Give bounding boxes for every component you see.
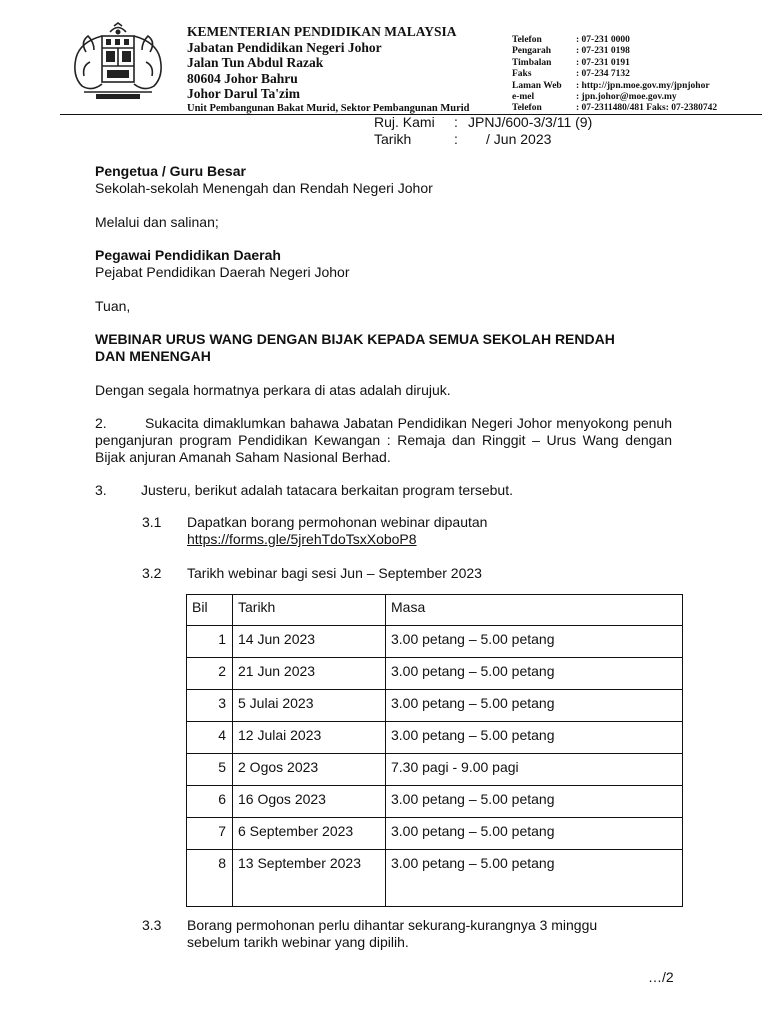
recipient-subtitle: Sekolah-sekolah Menengah dan Rendah Negeri Johor (95, 180, 433, 196)
table-row (187, 786, 683, 818)
item-3-3-number: 3.3 (142, 917, 162, 933)
cell-tarikh: 13 September 2023 (233, 850, 386, 907)
cell-masa: 3.00 petang – 5.00 petang (386, 818, 683, 850)
cell-masa: 3.00 petang – 5.00 petang (386, 690, 683, 722)
contact-value: : http://jpn.moe.gov.my/jpnjohor (576, 80, 710, 91)
webinar-schedule-table (186, 594, 683, 907)
paragraph-2-number: 2. (95, 415, 107, 431)
contact-value: : jpn.johor@moe.gov.my (576, 92, 677, 103)
table-row (187, 818, 683, 850)
paragraph-2-text: Sukacita dimaklumkan bahawa Jabatan Pendidikan Negeri Johor menyokong penuh penganjuran program Pendidikan Kewangan : Remaja dan Ringgit – Urus Wang dengan Bijak anjuran Amanah Saham Nasional Berhad. (95, 415, 672, 465)
copy-to-title: Pegawai Pendidikan Daerah (95, 247, 281, 263)
cell-tarikh: 5 Julai 2023 (233, 690, 386, 722)
date-value: / Jun 2023 (486, 131, 552, 147)
contact-label: Laman Web (512, 80, 562, 91)
cell-tarikh: 12 Julai 2023 (233, 722, 386, 754)
date-colon: : (454, 131, 458, 147)
date-label: Tarikh (374, 131, 412, 147)
cell-bil: 5 (187, 754, 233, 786)
item-3-3-line-1: Borang permohonan perlu dihantar sekurang-kurangnya 3 minggu (187, 917, 598, 933)
reference-block (374, 114, 592, 148)
contact-value: : 07-231 0191 (576, 57, 630, 68)
recipient-block (95, 163, 433, 197)
contact-label: Telefon (512, 35, 542, 45)
cell-bil: 7 (187, 818, 233, 850)
date-row (374, 131, 592, 148)
reference-number: JPNJ/600-3/3/11 (9) (468, 114, 593, 130)
cell-tarikh: 14 Jun 2023 (233, 626, 386, 658)
item-3-2-number: 3.2 (142, 565, 162, 581)
street-address: Jalan Tun Abdul Razak (187, 55, 324, 70)
letterhead-address (187, 24, 469, 115)
cell-tarikh: 6 September 2023 (233, 818, 386, 850)
table-row (187, 658, 683, 690)
contact-block (512, 35, 717, 115)
cell-bil: 6 (187, 786, 233, 818)
ministry-name: KEMENTERIAN PENDIDIKAN MALAYSIA (187, 24, 457, 39)
subject-line-1: WEBINAR URUS WANG DENGAN BIJAK KEPADA SEMUA SEKOLAH RENDAH (95, 331, 615, 347)
table-row (187, 850, 683, 907)
malaysia-coat-of-arms-icon (66, 22, 170, 106)
paragraph-1: Dengan segala hormatnya perkara di atas adalah dirujuk. (95, 382, 451, 398)
cell-masa: 3.00 petang – 5.00 petang (386, 850, 683, 907)
recipient-title: Pengetua / Guru Besar (95, 163, 246, 179)
paragraph-3-number: 3. (95, 482, 107, 498)
cell-masa: 3.00 petang – 5.00 petang (386, 722, 683, 754)
table-row (187, 722, 683, 754)
table-row (187, 690, 683, 722)
form-link[interactable]: https://forms.gle/5jrehTdoTsxXoboP8 (187, 531, 417, 547)
cell-bil: 8 (187, 850, 233, 907)
contact-value: : 07-231 0000 (576, 35, 630, 45)
department-name: Jabatan Pendidikan Negeri Johor (187, 39, 382, 55)
item-3-1-text: Dapatkan borang permohonan webinar dipautan (187, 514, 488, 530)
reference-colon: : (454, 114, 458, 130)
header-bil: Bil (187, 595, 233, 626)
page-continuation: …/2 (648, 969, 674, 985)
salutation: Tuan, (95, 298, 131, 314)
cell-bil: 4 (187, 722, 233, 754)
contact-row (512, 35, 717, 46)
postcode-city: 80604 Johor Bahru (187, 70, 298, 86)
cell-bil: 1 (187, 626, 233, 658)
contact-label: Timbalan (512, 57, 552, 68)
subject-heading (95, 331, 615, 365)
cell-tarikh: 21 Jun 2023 (233, 658, 386, 690)
cell-tarikh: 2 Ogos 2023 (233, 754, 386, 786)
cell-bil: 3 (187, 690, 233, 722)
item-3-1 (187, 514, 487, 548)
contact-value: : 07-231 0198 (576, 46, 630, 57)
contact-label: e-mel (512, 92, 535, 103)
cell-masa: 3.00 petang – 5.00 petang (386, 786, 683, 818)
contact-value: : 07-234 7132 (576, 69, 630, 80)
reference-label: Ruj. Kami (374, 114, 435, 130)
contact-label: Pengarah (512, 46, 552, 57)
header-tarikh: Tarikh (233, 595, 386, 626)
paragraph-3-text: Justeru, berikut adalah tatacara berkaitan program tersebut. (141, 482, 513, 498)
item-3-3 (187, 917, 597, 951)
subject-line-2: DAN MENENGAH (95, 348, 211, 364)
via-line: Melalui dan salinan; (95, 214, 219, 230)
contact-row (512, 92, 717, 103)
contact-row (512, 81, 717, 92)
copy-to-block (95, 247, 350, 281)
item-3-1-number: 3.1 (142, 514, 162, 530)
paragraph-2 (95, 415, 672, 466)
contact-row (512, 69, 717, 80)
table-row (187, 754, 683, 786)
state-name: Johor Darul Ta'zim (187, 86, 301, 101)
cell-masa: 3.00 petang – 5.00 petang (386, 626, 683, 658)
copy-to-subtitle: Pejabat Pendidikan Daerah Negeri Johor (95, 264, 350, 280)
contact-label: Faks (512, 69, 532, 80)
contact-row (512, 46, 717, 57)
reference-row (374, 114, 592, 131)
item-3-3-line-2: sebelum tarikh webinar yang dipilih. (187, 934, 409, 950)
paragraph-3 (95, 482, 513, 499)
contact-row (512, 58, 717, 69)
table-row (187, 626, 683, 658)
contact-label: Telefon (512, 103, 542, 114)
cell-masa: 7.30 pagi - 9.00 pagi (386, 754, 683, 786)
cell-masa: 3.00 petang – 5.00 petang (386, 658, 683, 690)
table-header-row (187, 595, 683, 626)
item-3-2-text: Tarikh webinar bagi sesi Jun – September 2023 (187, 565, 482, 581)
cell-bil: 2 (187, 658, 233, 690)
header-masa: Masa (386, 595, 683, 626)
cell-tarikh: 16 Ogos 2023 (233, 786, 386, 818)
unit-name: Unit Pembangunan Bakat Murid, Sektor Pembangunan Murid (187, 102, 470, 114)
contact-value: : 07-2311480/481 Faks: 07-2380742 (576, 103, 718, 114)
